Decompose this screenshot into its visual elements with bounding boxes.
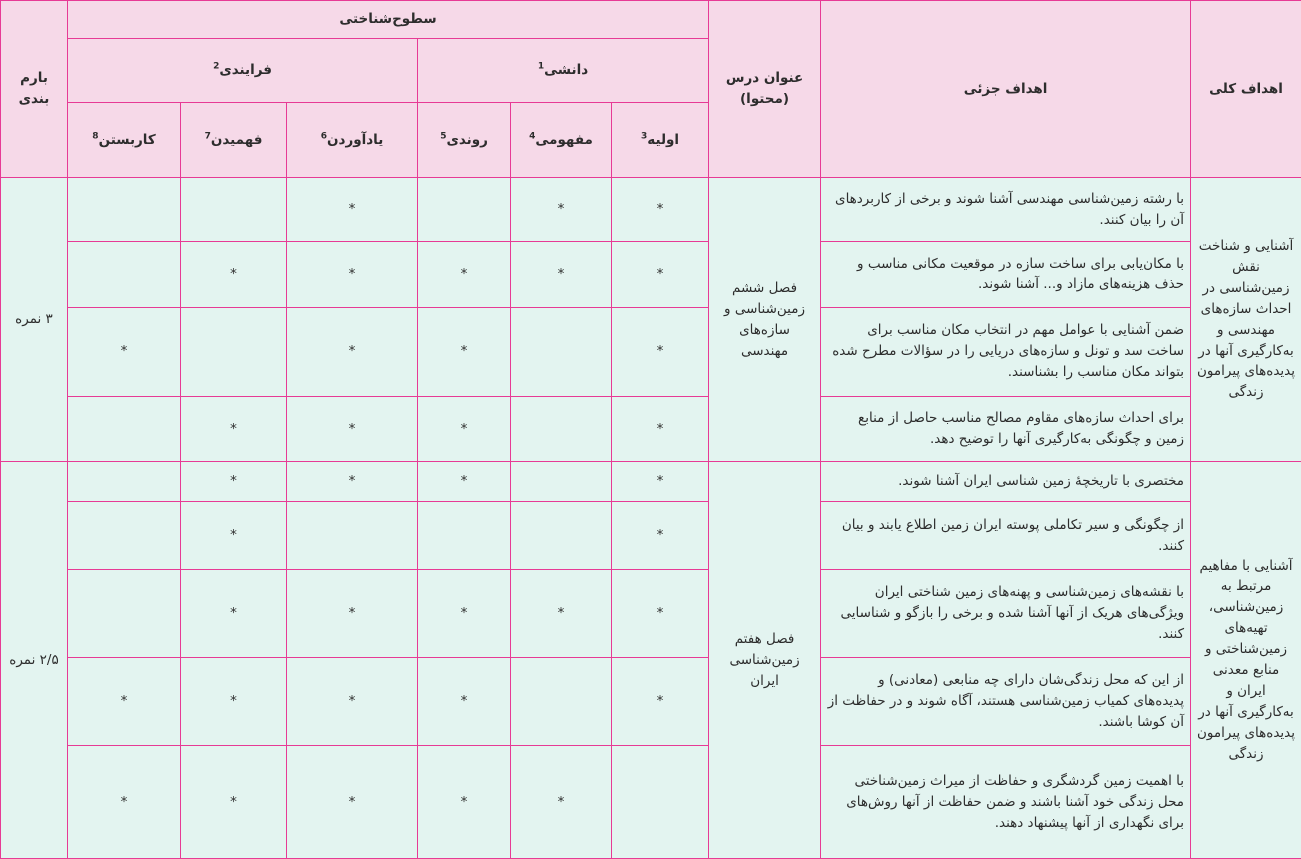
level-label: فهمیدن (210, 131, 263, 148)
level-mark-cell (511, 462, 612, 502)
star-mark: * (460, 693, 468, 710)
process-label: فرایندی (219, 62, 272, 79)
level-label: اولیه (647, 131, 680, 148)
star-mark: * (460, 473, 468, 490)
star-mark: * (557, 265, 565, 282)
star-mark: * (656, 693, 664, 710)
level-mark-cell (418, 569, 511, 657)
lesson-cell: فصل ششم زمین‌شناسی و سازه‌های مهندسی (709, 178, 821, 462)
star-mark: * (460, 420, 468, 437)
level-footnote: 6 (320, 131, 327, 142)
level-header (287, 103, 418, 178)
table-row (1, 569, 1301, 657)
star-mark: * (348, 604, 356, 621)
level-mark-cell (181, 396, 287, 461)
star-mark: * (656, 265, 664, 282)
star-mark: * (656, 473, 664, 490)
star-mark: * (348, 265, 356, 282)
star-mark: * (230, 693, 237, 710)
overall-goal-cell: آشنایی با مفاهیم مرتبط به زمین‌شناسی، تهیه‌های زمین‌شناختی و منابع معدنی ایران و به‌کارگیری آنها در پدیده‌های پیرامون زندگی (1191, 462, 1301, 859)
level-mark-cell (181, 569, 287, 657)
partial-goal-cell: با اهمیت زمین گردشگری و حفاظت از میراث زمین‌شناختی محل زندگی خود آشنا باشند و ضمن حفاظت از آنها روش‌های برای نگهداری از آنها پیشنهاد دهند. (821, 746, 1191, 859)
star-mark: * (656, 420, 664, 437)
star-mark: * (120, 693, 128, 710)
level-mark-cell (612, 242, 709, 307)
level-footnote: 8 (92, 131, 99, 142)
level-mark-cell (287, 462, 418, 502)
level-mark-cell (511, 178, 612, 242)
lesson-cell: فصل هفتم زمین‌شناسی ایران (709, 462, 821, 859)
level-mark-cell (511, 658, 612, 746)
level-label: یادآوردن (327, 131, 384, 148)
level-footnote: 7 (204, 131, 211, 142)
level-mark-cell (511, 502, 612, 569)
star-mark: * (230, 420, 237, 437)
level-mark-cell (68, 658, 181, 746)
table-row (1, 242, 1301, 307)
level-header (511, 103, 612, 178)
level-mark-cell (418, 396, 511, 461)
star-mark: * (348, 693, 356, 710)
star-mark: * (557, 201, 565, 218)
process-footnote: 2 (213, 61, 220, 72)
partial-goal-cell: ضمن آشنایی با عوامل مهم در انتخاب مکان مناسب برای ساخت سد و تونل و سازه‌های دریایی را در سؤالات مطرح شده بتواند مکان مناسب را بشناسند. (821, 307, 1191, 396)
level-mark-cell (68, 242, 181, 307)
star-mark: * (460, 343, 468, 360)
level-header (612, 103, 709, 178)
level-header (181, 103, 287, 178)
level-mark-cell (68, 569, 181, 657)
level-mark-cell (68, 746, 181, 859)
star-mark: * (348, 793, 356, 810)
level-mark-cell (511, 396, 612, 461)
star-mark: * (120, 793, 128, 810)
knowledge-header (418, 39, 709, 103)
level-mark-cell (181, 746, 287, 859)
level-mark-cell (287, 307, 418, 396)
star-mark: * (656, 604, 664, 621)
partial-goal-cell: مختصری با تاریخچهٔ زمین شناسی ایران آشنا شوند. (821, 462, 1191, 502)
star-mark: * (656, 527, 664, 544)
star-mark: * (656, 201, 664, 218)
level-mark-cell (612, 569, 709, 657)
partial-goals-header: اهداف جزئی (821, 1, 1191, 178)
level-mark-cell (181, 462, 287, 502)
level-mark-cell (287, 502, 418, 569)
level-mark-cell (418, 746, 511, 859)
level-mark-cell (181, 178, 287, 242)
star-mark: * (348, 343, 356, 360)
star-mark: * (230, 793, 237, 810)
partial-goal-cell: با رشته زمین‌شناسی مهندسی آشنا شوند و برخی از کاربردهای آن را بیان کنند. (821, 178, 1191, 242)
level-mark-cell (418, 658, 511, 746)
level-mark-cell (511, 307, 612, 396)
partial-goal-cell: از چگونگی و سیر تکاملی پوسته ایران زمین اطلاع یابند و بیان کنند. (821, 502, 1191, 569)
level-mark-cell (612, 658, 709, 746)
level-label: کاربستن (98, 131, 156, 148)
table-row (1, 462, 1301, 502)
level-mark-cell (511, 569, 612, 657)
star-mark: * (230, 473, 237, 490)
partial-goal-cell: برای احداث سازه‌های مقاوم مصالح مناسب حاصل از منابع زمین و چگونگی به‌کارگیری آنها را توضیح دهد. (821, 396, 1191, 461)
process-header (68, 39, 418, 103)
table-row (1, 307, 1301, 396)
level-footnote: 5 (440, 131, 447, 142)
level-footnote: 4 (529, 131, 536, 142)
cognitive-levels-header: سطوح‌شناختی (68, 1, 709, 39)
score-cell: ۳ نمره (1, 178, 68, 462)
star-mark: * (120, 343, 128, 360)
knowledge-label: دانشی (544, 62, 589, 79)
star-mark: * (230, 604, 237, 621)
level-mark-cell (612, 746, 709, 859)
knowledge-footnote: 1 (537, 61, 545, 72)
star-mark: * (348, 473, 356, 490)
level-mark-cell (181, 307, 287, 396)
level-mark-cell (181, 502, 287, 569)
level-mark-cell (68, 502, 181, 569)
score-header: بارم بندی (1, 1, 68, 178)
level-mark-cell (612, 502, 709, 569)
level-label: مفهومی (535, 131, 593, 148)
partial-goal-cell: با نقشه‌های زمین‌شناسی و پهنه‌های زمین شناختی ایران ویژگی‌های هریک از آنها آشنا شده و برخی را بازگو و شناسایی کنند. (821, 569, 1191, 657)
star-mark: * (557, 604, 565, 621)
star-mark: * (460, 793, 468, 810)
star-mark: * (348, 420, 356, 437)
level-mark-cell (418, 178, 511, 242)
table-row (1, 658, 1301, 746)
partial-goal-cell: از این که محل زندگی‌شان دارای چه منابعی (معادنی) و پدیده‌های کمیاب زمین‌شناسی هستند، آگاه شوند و در حفاظت از آن کوشا باشند. (821, 658, 1191, 746)
level-mark-cell (287, 242, 418, 307)
star-mark: * (460, 265, 468, 282)
level-mark-cell (418, 502, 511, 569)
level-footnote: 3 (641, 131, 648, 142)
level-mark-cell (68, 307, 181, 396)
star-mark: * (460, 604, 468, 621)
star-mark: * (348, 201, 356, 218)
level-mark-cell (612, 178, 709, 242)
table-row (1, 746, 1301, 859)
table-row (1, 502, 1301, 569)
level-label: روندی (446, 131, 488, 148)
overall-goals-header: اهداف کلی (1191, 1, 1301, 178)
table-row (1, 396, 1301, 461)
level-header (418, 103, 511, 178)
level-mark-cell (287, 658, 418, 746)
level-mark-cell (612, 396, 709, 461)
level-mark-cell (612, 462, 709, 502)
level-mark-cell (287, 746, 418, 859)
star-mark: * (230, 527, 237, 544)
star-mark: * (557, 793, 565, 810)
level-mark-cell (612, 307, 709, 396)
partial-goal-cell: با مکان‌یابی برای ساخت سازه در موقعیت مکانی مناسب و حذف هزینه‌های مازاد و... آشنا شوند. (821, 242, 1191, 307)
level-mark-cell (418, 242, 511, 307)
level-header (68, 103, 181, 178)
level-mark-cell (511, 242, 612, 307)
level-mark-cell (287, 178, 418, 242)
level-mark-cell (181, 242, 287, 307)
level-mark-cell (287, 569, 418, 657)
score-cell: ۲/۵ نمره (1, 462, 68, 859)
level-mark-cell (287, 396, 418, 461)
star-mark: * (656, 343, 664, 360)
level-mark-cell (418, 307, 511, 396)
lesson-title-header: عنوان درس (محتوا) (709, 1, 821, 178)
level-mark-cell (68, 178, 181, 242)
level-mark-cell (418, 462, 511, 502)
level-mark-cell (181, 658, 287, 746)
level-mark-cell (511, 746, 612, 859)
star-mark: * (230, 265, 237, 282)
table-row (1, 178, 1301, 242)
level-mark-cell (68, 462, 181, 502)
level-mark-cell (68, 396, 181, 461)
overall-goal-cell: آشنایی و شناخت نقش زمین‌شناسی در احداث سازه‌های مهندسی و به‌کارگیری آنها در پدیده‌های پیرامون زندگی (1191, 178, 1301, 462)
